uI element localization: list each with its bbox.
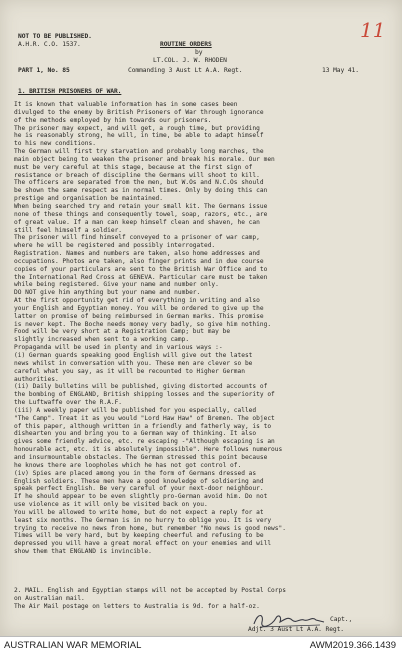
- order-date: 13 May 41.: [322, 67, 359, 74]
- not-published-label: NOT TO BE PUBLISHED.: [18, 33, 92, 40]
- document-title: ROUTINE ORDERS: [160, 41, 212, 48]
- body-text-line: least six months. The German is in no hurry to oblige you. It is very: [14, 516, 272, 524]
- body-text-line: occupations. Photos are taken, also finger prints and in due course: [14, 257, 264, 265]
- body-text-line: the bombing of ENGLAND, British shipping losses and the superiority of: [14, 391, 275, 399]
- body-text-line: honourable act, etc. it is absolutely impossible". Here follows numerous: [14, 446, 283, 454]
- signature-appointment: Adjt. 3 Aust Lt A.A. Regt.: [248, 626, 344, 633]
- body-text-line: none of these things and consequently towel, soap, razors, etc., are: [14, 210, 268, 218]
- body-text-line: You will be allowed to write home, but do not expect a reply for at: [14, 508, 264, 516]
- body-text-line: of great value. If a man can keep himself clean and shaven, he can: [14, 218, 260, 226]
- body-text-line: "The Camp". Treat it as you would "Lord Haw Haw" of Bremen. The object: [14, 414, 275, 422]
- body-text-line: and insurmountable obstacles. The German stressed this point because: [14, 453, 268, 461]
- body-text-line: resistance or breach of discipline the Germans will shoot to kill.: [14, 171, 260, 179]
- body-text-line: English soldiers. These men have a good knowledge of soldiering and: [14, 477, 264, 485]
- body-text-line: Propaganda will be used in plenty and in various ways :-: [14, 344, 223, 352]
- body-text-line: prestige and organisation be maintained.: [14, 195, 164, 203]
- body-text-line: speak perfect English. Be very careful of your next-door neighbour.: [14, 485, 264, 493]
- body-text-line: (i) German guards speaking good English will give out the latest: [14, 352, 253, 359]
- body-text-line: If he should appear to be even slightly pro-German avoid him. Do not: [14, 493, 268, 501]
- handwritten-annotation: 11: [360, 18, 386, 42]
- body-text-line: show them that ENGLAND is invincible.: [14, 548, 152, 556]
- body-text-line: The officers are separated from the men, but W.Os and N.C.Os should: [14, 179, 264, 187]
- body-text-line: the International Red Cross at GENEVA. Particular care must be taken: [14, 273, 268, 281]
- body-text-line: divulged to the enemy by British Prisoners of War through ignorance: [14, 108, 264, 116]
- body-text-line: Times will be very hard, but by keeping cheerful and refusing to be: [14, 532, 264, 540]
- body-text-line: depressed you will have a great moral effect on your enemies and will: [14, 540, 272, 548]
- archive-reference: AWM2019.366.1439: [309, 640, 396, 651]
- body-text-line: (iv) Spies are placed among you in the form of Germans dressed as: [14, 469, 257, 477]
- body-text-line: The German will first try starvation and probably long marches, the: [14, 148, 264, 156]
- body-text-line: copies of your particulars are sent to the British War Office and to: [14, 265, 268, 273]
- archive-footer: [0, 636, 402, 654]
- body-text-line: latter on promise of being reimbursed in German marks. This promise: [14, 312, 264, 320]
- body-text-line: (iii) A weekly paper will be published for you especially, called: [14, 406, 257, 414]
- body-text-line: where he will be registered and possibly interrogated.: [14, 242, 216, 250]
- body-text-line: your English and Egyptian money. You will be ordered to give up the: [14, 304, 264, 312]
- commanding-line: Commanding 3 Aust Lt A.A. Regt.: [128, 67, 243, 74]
- body-text-line: (ii) Daily bulletins will be published, giving distorted accounts of: [14, 383, 268, 391]
- mail-text-line: 2. MAIL. English and Egyptian stamps will not be accepted by Postal Corps: [14, 587, 286, 594]
- body-text-line: of this paper, although written in a friendly and fatherly way, is to: [14, 422, 272, 430]
- body-text-line: to his new conditions.: [14, 140, 96, 148]
- body-text-line: authorities.: [14, 375, 59, 383]
- section-body: [14, 101, 394, 556]
- body-text-line: news whilst in conversation with you. These men are clever so be: [14, 359, 253, 367]
- mail-text-line: The Air Mail postage on letters to Australia is 9d. for a half-oz.: [14, 602, 260, 610]
- body-text-line: The prisoner may expect, and will get, a rough time, but providing: [14, 124, 260, 132]
- mail-section: [14, 587, 394, 611]
- body-text-line: When being searched try and retain your small kit. The Germans issue: [14, 202, 268, 210]
- body-text-line: must be very careful at this stage, because at the first sign of: [14, 163, 253, 171]
- body-text-line: Food will be very short at a Registration Camp; but may be: [14, 328, 231, 336]
- body-text-line: dishearten you and bring you to a German way of thinking. It also: [14, 430, 257, 438]
- body-text-line: of the methods employed by him towards our prisoners.: [14, 116, 212, 124]
- body-text-line: while being registered. Give your name and number only.: [14, 281, 219, 289]
- body-text-line: is never kept. The Boche needs money very badly, so give him nothing.: [14, 320, 272, 328]
- body-text-line: the Luftwaffe over the R.A.F.: [14, 399, 123, 407]
- section-heading: 1. BRITISH PRISONERS OF WAR.: [18, 88, 122, 95]
- body-text-line: he knows there are loopholes which he has not got control of.: [14, 461, 242, 469]
- mail-text-line: on Australian mail.: [14, 594, 85, 602]
- body-text-line: DO NOT give him anything but your name and number.: [14, 289, 201, 297]
- part-number: PART 1, No. 85: [18, 67, 70, 74]
- body-text-line: careful what you say, as it will be recounted to Higher German: [14, 367, 245, 375]
- body-text-line: main object being to weaken the prisoner and break his morale. Our men: [14, 155, 275, 163]
- body-text-line: he is reasonably strong, he will, in time, be able to adapt himself: [14, 132, 264, 140]
- body-text-line: be shown the same respect as in normal times. Only by doing this can: [14, 187, 268, 195]
- body-text-line: It is known that valuable information has in some cases been: [14, 101, 238, 108]
- body-text-line: use violence as it will only be visited back on you.: [14, 501, 208, 509]
- archive-name: AUSTRALIAN WAR MEMORIAL: [4, 640, 142, 651]
- signature-rank: Capt.,: [330, 616, 353, 623]
- body-text-line: still feel himself a soldier.: [14, 226, 123, 234]
- body-text-line: trying to receive no news from home, but remember "No news is good news".: [14, 524, 286, 532]
- ahr-reference: A.H.R. C.O. 1537.: [18, 41, 81, 48]
- by-label: by: [195, 49, 203, 56]
- officer-name: LT.COL. J. W. RHODEN: [153, 57, 227, 64]
- body-text-line: gives some friendly advice, etc. re escaping -"Although escaping is an: [14, 438, 275, 446]
- body-text-line: At the first opportunity get rid of everything in writing and also: [14, 297, 260, 305]
- body-text-line: The prisoner will find himself conveyed to a prisoner of war camp,: [14, 234, 260, 242]
- body-text-line: Registration. Names and numbers are taken, also home addresses and: [14, 250, 260, 258]
- body-text-line: slightly increased when sent to a working camp.: [14, 336, 190, 344]
